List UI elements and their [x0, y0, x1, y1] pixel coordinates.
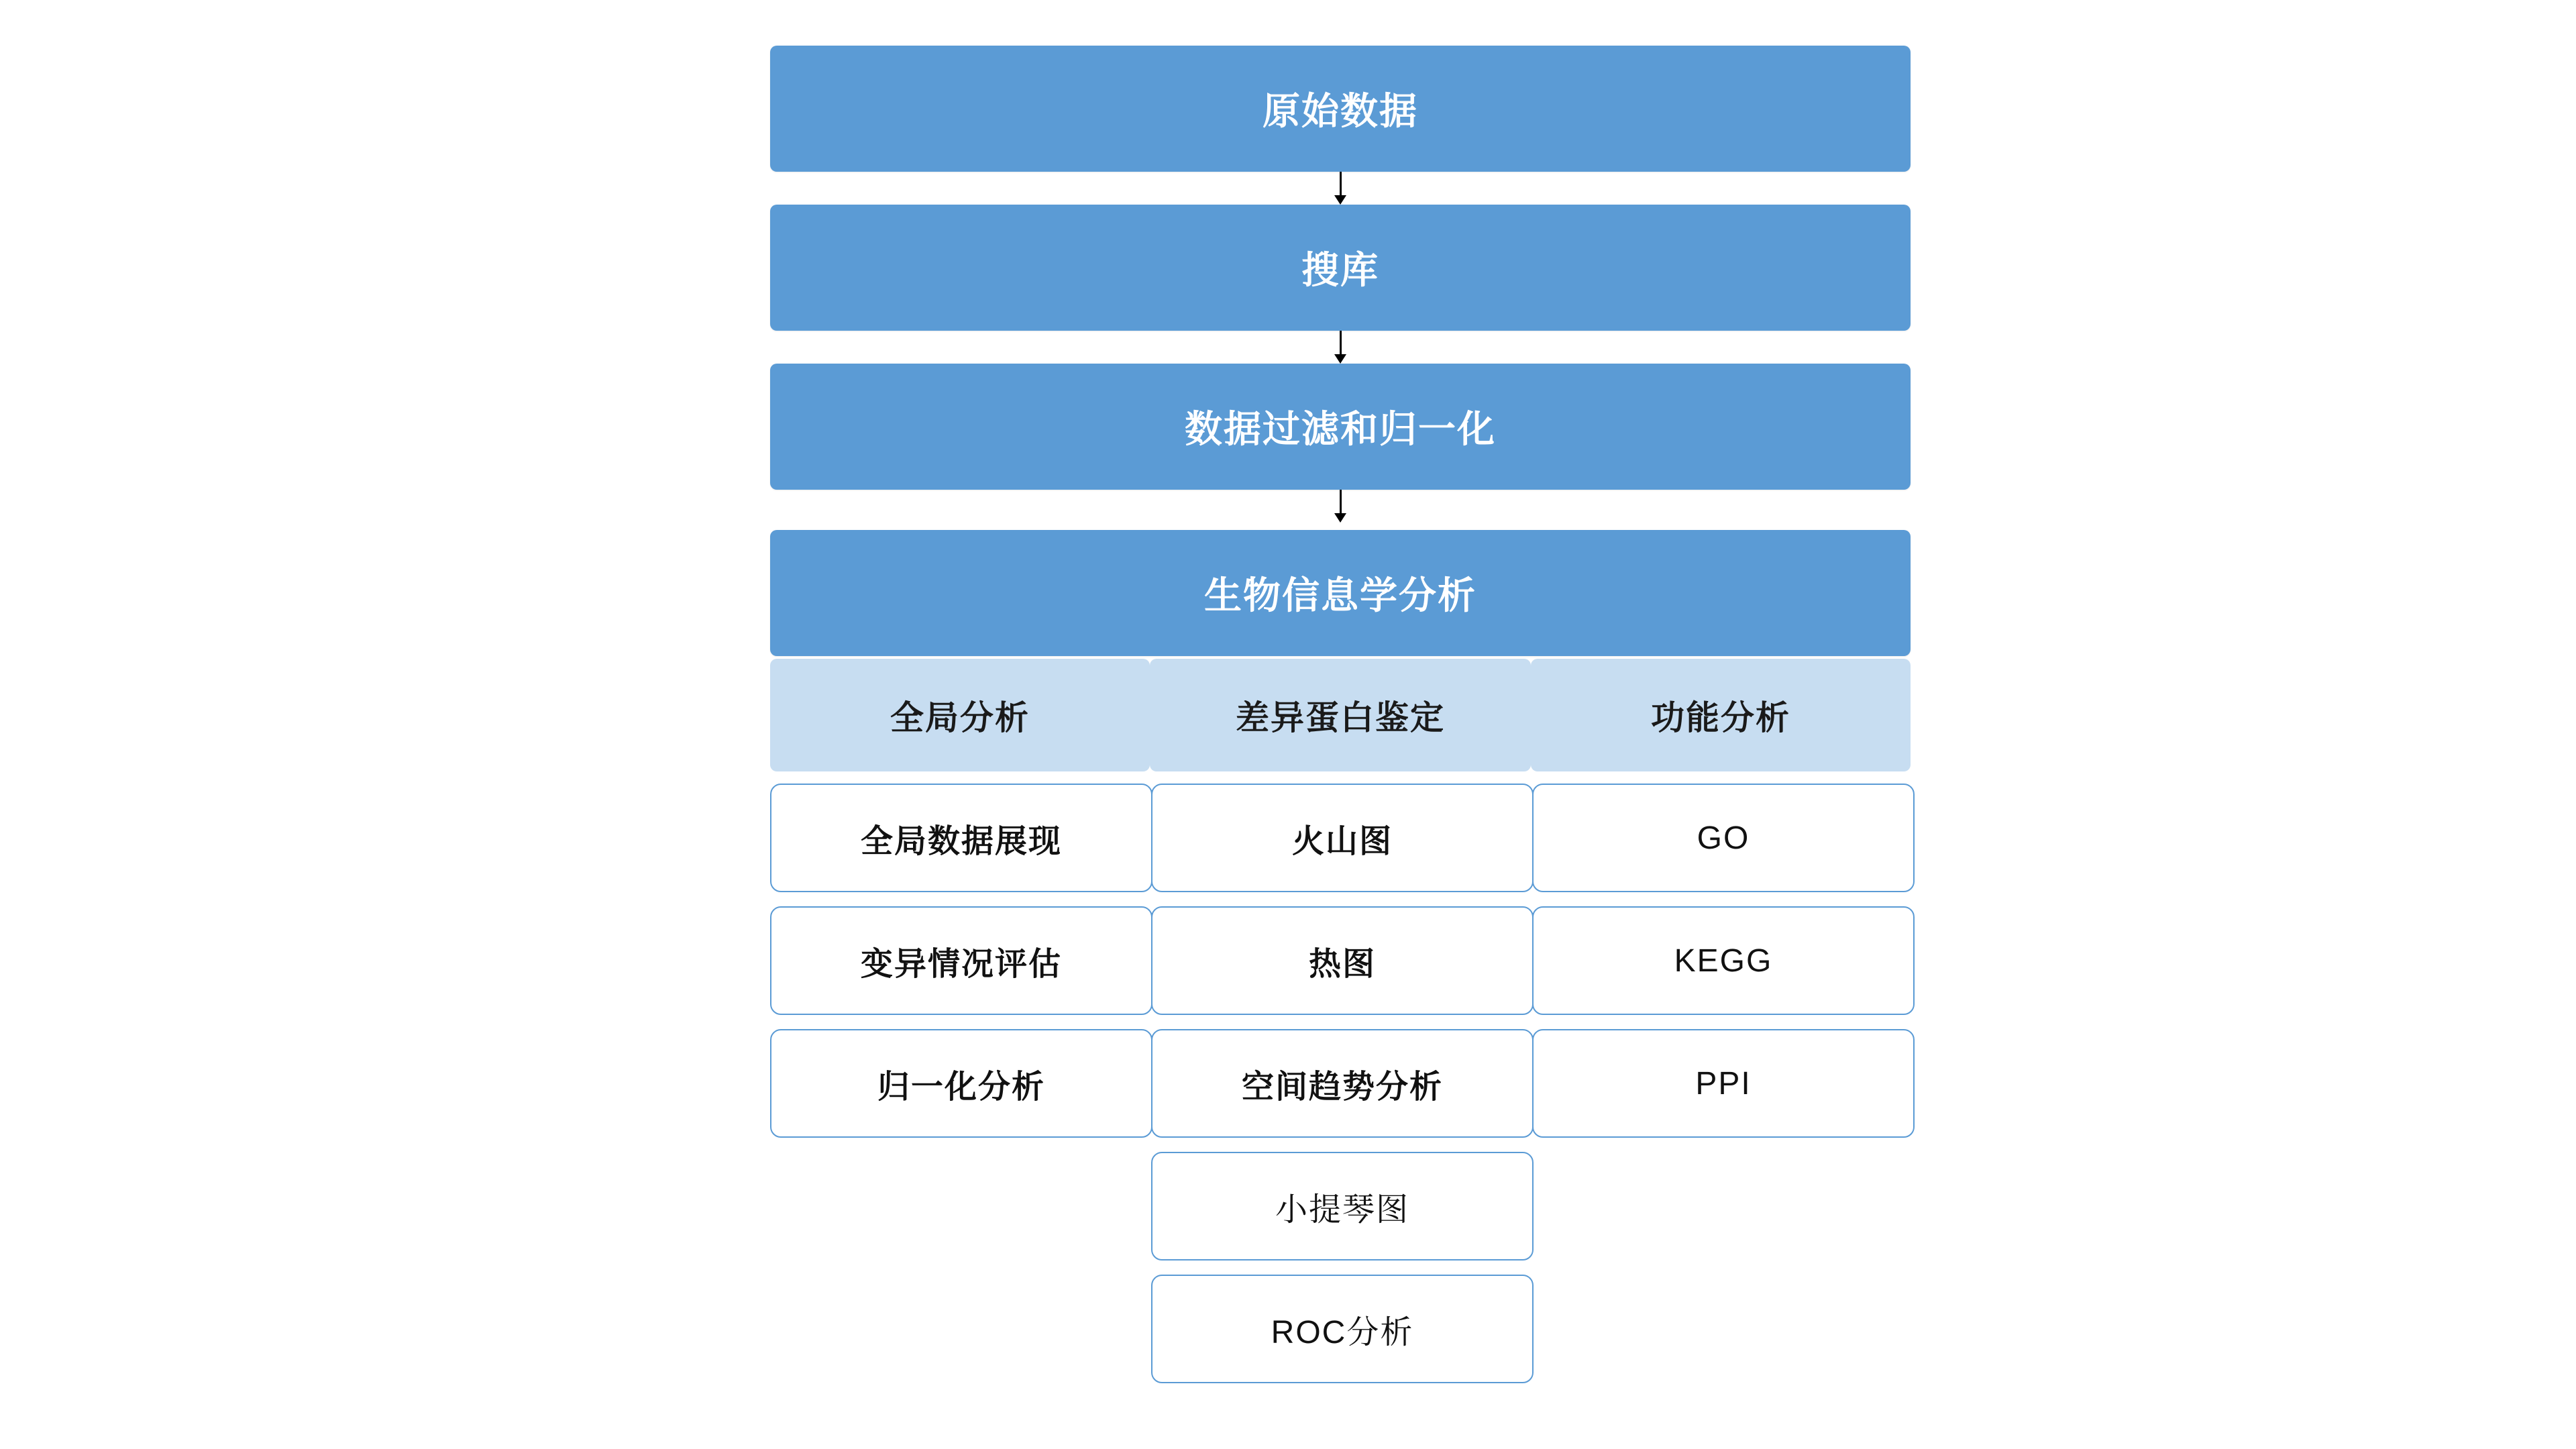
leaf-label: ROC分析: [1271, 1314, 1414, 1350]
leaf-normalization-analysis: [770, 1029, 1152, 1138]
arrow-step1-to-step2: [1327, 172, 1354, 205]
leaf-label: 火山图: [1291, 823, 1393, 859]
flow-step-filter-normalize: [770, 364, 1911, 490]
leaf-kegg: [1532, 906, 1915, 1015]
arrow-shaft: [1340, 331, 1342, 355]
leaf-volcano-plot: [1151, 784, 1534, 892]
flow-step-label: 生物信息学分析: [1204, 574, 1477, 616]
flow-step-bioinformatics-analysis: [770, 530, 1911, 656]
flow-step-label: 原始数据: [1263, 90, 1418, 132]
leaf-label: GO: [1697, 820, 1750, 856]
leaf-spatial-trend-analysis: [1151, 1029, 1534, 1138]
leaf-label: 小提琴图: [1275, 1191, 1409, 1228]
leaf-global-data-display: [770, 784, 1152, 892]
arrow-head: [1334, 354, 1346, 364]
leaf-roc-analysis: [1151, 1275, 1534, 1383]
category-header-differential-protein: [1150, 659, 1531, 771]
leaf-go: [1532, 784, 1915, 892]
arrow-step3-to-step4: [1327, 490, 1354, 523]
leaf-label: 热图: [1308, 946, 1376, 982]
leaf-ppi: [1532, 1029, 1915, 1138]
arrow-step2-to-step3: [1327, 331, 1354, 364]
leaf-label: 变异情况评估: [860, 946, 1062, 982]
category-header-global-analysis: [770, 659, 1150, 771]
leaf-label: PPI: [1695, 1065, 1752, 1102]
leaf-label: 空间趋势分析: [1241, 1069, 1443, 1105]
category-header-label: 差异蛋白鉴定: [1236, 699, 1445, 737]
arrow-head: [1334, 195, 1346, 205]
arrow-head: [1334, 513, 1346, 523]
category-header-label: 功能分析: [1651, 699, 1790, 737]
leaf-label: 全局数据展现: [860, 823, 1062, 859]
leaf-label: 归一化分析: [877, 1069, 1045, 1105]
leaf-violin-plot: [1151, 1152, 1534, 1260]
flow-step-database-search: [770, 205, 1911, 331]
arrow-shaft: [1340, 490, 1342, 514]
leaf-label: KEGG: [1674, 943, 1773, 979]
leaf-heatmap: [1151, 906, 1534, 1015]
flow-step-original-data: [770, 46, 1911, 172]
category-header-label: 全局分析: [890, 699, 1030, 737]
flow-step-label: 数据过滤和归一化: [1185, 408, 1496, 450]
category-header-functional-analysis: [1531, 659, 1911, 771]
flow-step-label: 搜库: [1301, 249, 1379, 291]
leaf-variation-assessment: [770, 906, 1152, 1015]
arrow-shaft: [1340, 172, 1342, 196]
